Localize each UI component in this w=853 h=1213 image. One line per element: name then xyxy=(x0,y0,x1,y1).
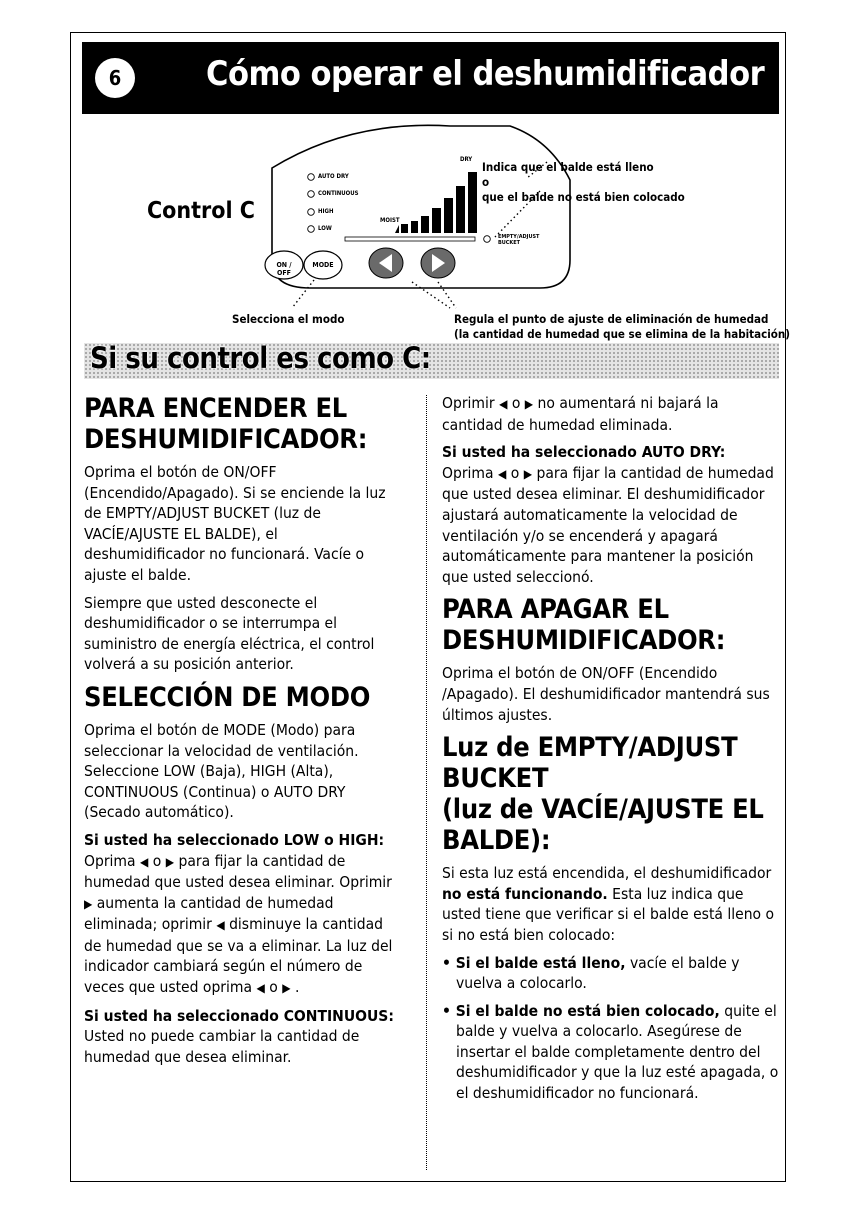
left-triangle-icon: ◀ xyxy=(499,397,508,411)
indicator-label-continuous: CONTINUOUS xyxy=(318,190,359,197)
meter-label-dry: DRY xyxy=(460,156,473,163)
power-loss-paragraph: Siempre que usted desconecte el deshumidificador o se interrumpa el suministro de energía eléctrica, el control volverá a su posición anterior. xyxy=(84,593,375,674)
heading-mode-select: SELECCIÓN DE MODO xyxy=(84,681,371,713)
left-column xyxy=(84,393,402,1074)
bucket-indicator-label: EMPTY/ADJUST BUCKET xyxy=(498,234,540,246)
subheading-low-high: Si usted ha seleccionado LOW o HIGH: xyxy=(84,830,385,849)
turn-on-paragraph: Oprima el botón de ON/OFF (Encendido/Apagado). Si se enciende la luz de EMPTY/ADJUST BUCKET (luz de VACÍE/AJUSTE EL BALDE), el deshumidificador no funcionará. Vacíe o ajuste el balde. xyxy=(84,463,386,584)
heading-turn-off: PARA APAGAR EL DESHUMIDIFICADOR: xyxy=(442,594,726,657)
right-column xyxy=(442,393,782,1111)
mode-button[interactable]: MODE xyxy=(312,261,334,269)
left-triangle-icon: ◀ xyxy=(216,918,225,933)
control-label: Control C xyxy=(147,198,255,224)
bullet-bucket-full: • Si el balde está lleno, vacíe el balde y vuelva a colocarlo. xyxy=(442,953,740,993)
low-high-paragraph: Oprima ◀ o ▶ para fijar la cantidad de humedad que usted desea eliminar. Oprimir ▶ aumenta la cantidad de humedad eliminada; oprimir ◀ disminuye la cantidad de humedad que se va a eliminar. La luz del indicador cambiará según el número de veces que usted oprima ◀ o ▶ . xyxy=(84,851,393,997)
left-triangle-icon: ◀ xyxy=(256,981,265,996)
meter-label-moist: MOIST xyxy=(380,217,400,224)
heading-bucket-light-es: (luz de VACÍE/AJUSTE EL BALDE): xyxy=(442,794,764,857)
indicator-label-low: LOW xyxy=(318,225,332,232)
indicator-label-high: HIGH xyxy=(318,208,334,215)
right-triangle-icon: ▶ xyxy=(84,896,93,911)
header-banner xyxy=(82,42,779,114)
callout-bucket-misplaced: que el balde no está bien colocado xyxy=(482,190,685,204)
continuous-paragraph: Usted no puede cambiar la cantidad de humedad que desea eliminar. xyxy=(84,1027,360,1066)
right-triangle-icon: ▶ xyxy=(165,854,175,869)
continuous-arrows-paragraph: Oprimir ◀ o ▶ no aumentará ni bajará la cantidad de humedad eliminada. xyxy=(442,394,719,434)
step-badge: 6 xyxy=(95,58,135,98)
mode-paragraph: Oprima el botón de MODE (Modo) para seleccionar la velocidad de ventilación. Seleccione LOW (Baja), HIGH (Alta), CONTINUOUS (Continua) o AUTO DRY (Secado automático). xyxy=(84,720,359,822)
subheading-continuous: Si usted ha seleccionado CONTINUOUS: xyxy=(84,1006,394,1025)
callout-bucket-full: Indica que el balde está lleno xyxy=(482,160,654,174)
heading-turn-on: PARA ENCENDER EL DESHUMIDIFICADOR: xyxy=(84,393,368,455)
callout-setpoint: Regula el punto de ajuste de eliminación de humedad xyxy=(454,312,769,326)
control-panel-diagram xyxy=(70,120,790,360)
heading-bucket-light: Luz de EMPTY/ADJUST BUCKET xyxy=(442,732,738,795)
auto-dry-paragraph: Oprima ◀ o ▶ para fijar la cantidad de humedad que usted desea eliminar. El deshumidificador ajustará automaticamente la velocidad de ventilación y/o se encenderá y apagará automáticamente para mantener la posición que usted seleccionó. xyxy=(442,463,774,586)
callout-setpoint-detail: (la cantidad de humedad que se elimina de la habitación) xyxy=(454,327,790,341)
column-divider xyxy=(426,395,427,1170)
page-title: Cómo operar el deshumidificador xyxy=(206,54,765,94)
callout-or: o xyxy=(482,175,490,189)
left-triangle-icon: ◀ xyxy=(140,854,149,869)
left-triangle-icon: ◀ xyxy=(498,466,507,481)
right-triangle-icon: ▶ xyxy=(282,981,291,996)
bucket-light-paragraph: Si esta luz está encendida, el deshumidificador no está funcionando. Esta luz indica que usted tiene que verificar si el balde está lleno o si no está bien colocado: xyxy=(442,864,775,944)
right-triangle-icon: ▶ xyxy=(523,466,533,481)
callout-mode: Selecciona el modo xyxy=(232,312,345,326)
right-triangle-icon: ▶ xyxy=(524,397,534,411)
indicator-label-auto-dry: AUTO DRY xyxy=(318,173,349,180)
section-title: Si su control es como C: xyxy=(90,341,431,375)
turn-off-paragraph: Oprima el botón de ON/OFF (Encendido /Apagado). El deshumidificador mantendrá sus últimos ajustes. xyxy=(442,664,770,724)
section-bar xyxy=(84,343,779,379)
on-off-button[interactable]: ON / OFF xyxy=(276,261,292,277)
bullet-bucket-misplaced: • Si el balde no está bien colocado, quite el balde y vuelva a colocarlo. Asegúrese de insertar el balde completamente dentro del deshumidificador y que la luz esté apagada, o el deshumidificador no funcionará. xyxy=(442,1001,779,1103)
subheading-auto-dry: Si usted ha seleccionado AUTO DRY: xyxy=(442,443,726,462)
